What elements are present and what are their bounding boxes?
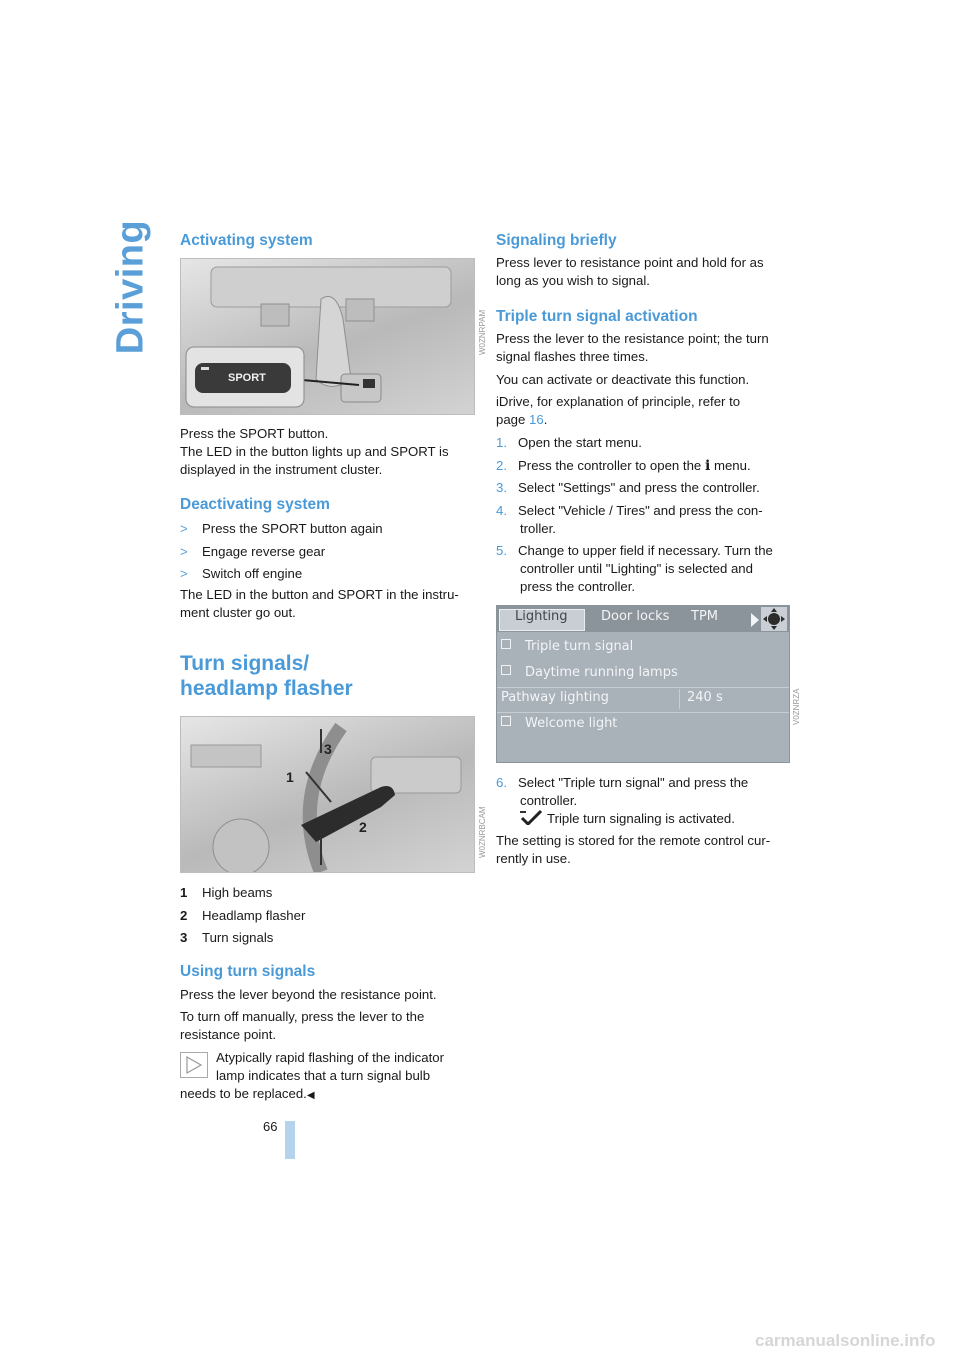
using-heading: Using turn signals (180, 963, 316, 980)
lever-mark: 3 (324, 741, 332, 757)
checkbox[interactable] (501, 665, 511, 675)
list-item: > Switch off engine (180, 563, 383, 586)
legend-item: 3 Turn signals (180, 930, 274, 945)
step-1: 1. Open the start menu. (496, 435, 642, 450)
turn-signal-lever-photo (180, 716, 475, 873)
lever-mark: 2 (359, 819, 367, 835)
activating-heading: Activating system (180, 232, 313, 249)
turn-signals-heading: Turn signals/ headlamp flasher (180, 652, 353, 700)
sport-label: SPORT (228, 372, 266, 384)
activating-text (180, 425, 449, 479)
lever-mark: 1 (286, 769, 294, 785)
info-icon: i (704, 458, 711, 474)
section-tab-label: Driving (109, 219, 152, 355)
legend-item: 1 High beams (180, 885, 273, 900)
sport-button-photo (180, 258, 475, 415)
list-item: > Engage reverse gear (180, 541, 383, 564)
section-tab (109, 219, 152, 355)
list-item: > Press the SPORT button again (180, 518, 383, 541)
photo-code: V0ZNRZA (792, 688, 801, 725)
activating-line-3: displayed in the instrument cluster. (180, 462, 383, 477)
photo-code: W0ZNRPAM (478, 309, 487, 355)
deactivating-heading: Deactivating system (180, 496, 330, 513)
note-line-1: Atypically rapid flashing of the indicator (216, 1050, 444, 1065)
photo-code: W0ZNRBCAM (478, 806, 487, 858)
step-3: 3. Select "Settings" and press the controller. (496, 480, 760, 495)
bullet-marker: > (180, 543, 188, 559)
legend-item: 2 Headlamp flasher (180, 907, 306, 923)
tab-next-icon[interactable] (751, 612, 759, 626)
idrive-lighting-menu (496, 605, 790, 763)
signaling-para: Press lever to resistance point and hold for as long as you wish to signal. (496, 255, 764, 288)
note-icon (180, 1052, 208, 1078)
step-6-result: Triple turn signaling is activated. (547, 811, 735, 826)
deactivating-para: The LED in the button and SPORT in the instru- ment cluster go out. (180, 587, 459, 620)
menu-row-welcome-light[interactable]: Welcome light (501, 716, 617, 731)
triple-para-2: You can activate or deactivate this function. (496, 372, 750, 387)
closing-para: The setting is stored for the remote control cur- rently in use. (496, 833, 771, 866)
checkbox[interactable] (501, 639, 511, 649)
checkbox[interactable] (501, 716, 511, 726)
page-number: 66 (263, 1119, 278, 1134)
triple-heading: Triple turn signal activation (496, 308, 698, 325)
triple-para-3: iDrive, for explanation of principle, refer to page 16. (496, 394, 741, 427)
page-bar (285, 1121, 295, 1159)
activating-line-2: The LED in the button lights up and SPORT is (180, 444, 449, 459)
tab-door-locks[interactable]: Door locks (601, 609, 670, 624)
watermark: carmanualsonline.info (755, 1331, 936, 1350)
note-line-3: needs to be replaced.◀ (180, 1086, 315, 1101)
step-5: 5. Change to upper field if necessary. Turn the controller until "Lighting" is selected and press the controller. (496, 543, 773, 594)
menu-row-daytime-running-lamps[interactable]: Daytime running lamps (501, 665, 678, 680)
legend-list (180, 882, 305, 950)
bullet-marker: > (180, 521, 188, 536)
using-para-1: Press the lever beyond the resistance point. (180, 987, 437, 1002)
tab-lighting[interactable]: Lighting (515, 609, 568, 624)
row-divider (679, 689, 680, 709)
using-para-2: To turn off manually, press the lever to the resistance point. (180, 1009, 425, 1042)
step-4: 4. Select "Vehicle / Tires" and press the con- troller. (496, 503, 763, 536)
activating-line-1: Press the SPORT button. (180, 426, 329, 441)
controller-icon[interactable] (761, 607, 787, 631)
step-6: 6. Select "Triple turn signal" and press the controller. (496, 775, 749, 808)
deactivating-list (180, 518, 383, 586)
page-link[interactable]: 16 (529, 412, 544, 427)
note-line-2: lamp indicates that a turn signal bulb (216, 1068, 431, 1083)
triple-para-1: Press the lever to the resistance point; the turn signal flashes three times. (496, 331, 769, 364)
console-illustration (181, 259, 474, 414)
step-2: 2. Press the controller to open the i menu. (496, 458, 751, 474)
pathway-value[interactable]: 240 s (687, 690, 723, 705)
menu-row-pathway-lighting[interactable]: Pathway lighting (501, 690, 609, 705)
signaling-heading: Signaling briefly (496, 232, 617, 249)
bullet-marker: > (180, 566, 188, 581)
checkmark-icon (520, 809, 542, 825)
menu-row-triple-turn-signal[interactable]: Triple turn signal (501, 639, 633, 654)
tab-tpm[interactable]: TPM (691, 609, 718, 624)
end-marker: ◀ (306, 1090, 315, 1101)
